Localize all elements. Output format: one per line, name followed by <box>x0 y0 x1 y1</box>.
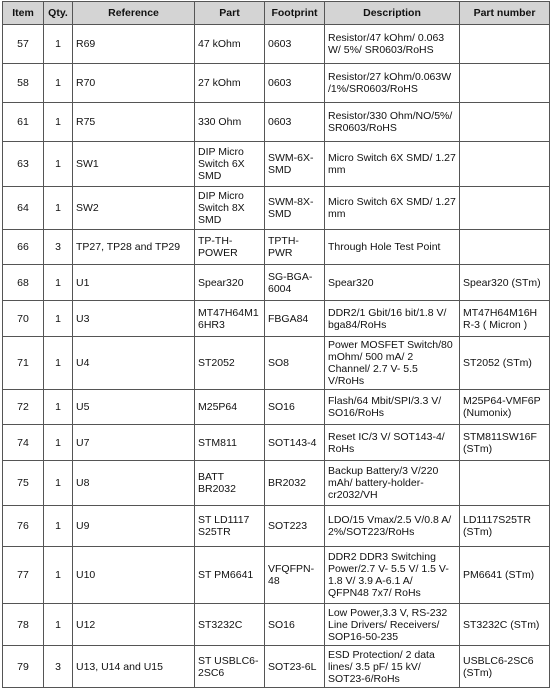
table-row <box>3 461 550 506</box>
cell-item: 75 <box>3 461 44 506</box>
cell-part: MT47H64M1 6HR3 <box>195 301 265 337</box>
cell-item: 70 <box>3 301 44 337</box>
cell-footprint: SO16 <box>265 604 325 646</box>
cell-footprint: 0603 <box>265 25 325 64</box>
cell-qty: 1 <box>44 337 73 390</box>
cell-part-number: LD1117S25TR (STm) <box>460 506 550 547</box>
cell-description: ESD Protection/ 2 data lines/ 3.5 pF/ 15 kV/ SOT23-6/RoHs <box>325 646 460 688</box>
cell-description: Power MOSFET Switch/80 mOhm/ 500 mA/ 2 Channel/ 2.7 V- 5.5 V/RoHs <box>325 337 460 390</box>
cell-description: Flash/64 Mbit/SPI/3.3 V/ SO16/RoHs <box>325 390 460 425</box>
cell-qty: 1 <box>44 301 73 337</box>
cell-footprint: SO8 <box>265 337 325 390</box>
table-row <box>3 425 550 461</box>
cell-item: 58 <box>3 64 44 103</box>
cell-reference: TP27, TP28 and TP29 <box>73 230 195 265</box>
cell-part-number: Spear320 (STm) <box>460 265 550 301</box>
cell-qty: 1 <box>44 64 73 103</box>
bom-table <box>2 1 550 688</box>
table-row <box>3 337 550 390</box>
cell-footprint: VFQFPN-48 <box>265 547 325 604</box>
cell-reference: U12 <box>73 604 195 646</box>
table-row <box>3 390 550 425</box>
table-row <box>3 230 550 265</box>
cell-description: Through Hole Test Point <box>325 230 460 265</box>
cell-part-number: ST3232C (STm) <box>460 604 550 646</box>
cell-item: 57 <box>3 25 44 64</box>
cell-description: Backup Battery/3 V/220 mAh/ battery-holder-cr2032/VH <box>325 461 460 506</box>
cell-description: DDR2/1 Gbit/16 bit/1.8 V/ bga84/RoHs <box>325 301 460 337</box>
cell-qty: 1 <box>44 187 73 230</box>
header-part: Part <box>195 2 265 25</box>
cell-item: 71 <box>3 337 44 390</box>
cell-reference: U10 <box>73 547 195 604</box>
cell-item: 74 <box>3 425 44 461</box>
cell-item: 77 <box>3 547 44 604</box>
cell-part: ST USBLC6-2SC6 <box>195 646 265 688</box>
cell-part-number <box>460 461 550 506</box>
header-description: Description <box>325 2 460 25</box>
cell-part: ST2052 <box>195 337 265 390</box>
cell-footprint: SOT223 <box>265 506 325 547</box>
cell-reference: R75 <box>73 103 195 142</box>
cell-part: ST3232C <box>195 604 265 646</box>
cell-part-number: PM6641 (STm) <box>460 547 550 604</box>
cell-part-number <box>460 230 550 265</box>
cell-qty: 1 <box>44 604 73 646</box>
cell-footprint: SO16 <box>265 390 325 425</box>
header-reference: Reference <box>73 2 195 25</box>
cell-part-number: M25P64-VMF6P (Numonix) <box>460 390 550 425</box>
cell-footprint: SWM-8X-SMD <box>265 187 325 230</box>
cell-part-number <box>460 142 550 187</box>
header-item: Item <box>3 2 44 25</box>
cell-part: ST LD1117 S25TR <box>195 506 265 547</box>
cell-reference: SW1 <box>73 142 195 187</box>
cell-description: Resistor/27 kOhm/0.063W /1%/SR0603/RoHS <box>325 64 460 103</box>
cell-footprint: BR2032 <box>265 461 325 506</box>
cell-reference: U3 <box>73 301 195 337</box>
cell-description: Low Power,3.3 V, RS-232 Line Drivers/ Receivers/ SOP16-50-235 <box>325 604 460 646</box>
table-row <box>3 547 550 604</box>
cell-item: 63 <box>3 142 44 187</box>
cell-item: 78 <box>3 604 44 646</box>
table-row <box>3 646 550 688</box>
cell-part-number: USBLC6-2SC6 (STm) <box>460 646 550 688</box>
cell-part-number: MT47H64M16H R-3 ( Micron ) <box>460 301 550 337</box>
cell-description: LDO/15 Vmax/2.5 V/0.8 A/ 2%/SOT223/RoHs <box>325 506 460 547</box>
cell-part: DIP Micro Switch 8X SMD <box>195 187 265 230</box>
cell-qty: 1 <box>44 547 73 604</box>
cell-description: DDR2 DDR3 Switching Power/2.7 V- 5.5 V/ 1.5 V- 1.8 V/ 3.9 A-6.1 A/ QFPN48 7x7/ RoHs <box>325 547 460 604</box>
cell-description: Reset IC/3 V/ SOT143-4/ RoHs <box>325 425 460 461</box>
cell-footprint: SOT143-4 <box>265 425 325 461</box>
cell-footprint: SOT23-6L <box>265 646 325 688</box>
cell-item: 79 <box>3 646 44 688</box>
cell-part-number <box>460 64 550 103</box>
table-row <box>3 506 550 547</box>
cell-footprint: FBGA84 <box>265 301 325 337</box>
cell-qty: 1 <box>44 390 73 425</box>
cell-part-number <box>460 25 550 64</box>
cell-footprint: 0603 <box>265 103 325 142</box>
cell-qty: 1 <box>44 142 73 187</box>
cell-description: Spear320 <box>325 265 460 301</box>
header-part-number: Part number <box>460 2 550 25</box>
cell-reference: R69 <box>73 25 195 64</box>
table-row <box>3 187 550 230</box>
cell-part-number: STM811SW16F (STm) <box>460 425 550 461</box>
cell-footprint: TPTH-PWR <box>265 230 325 265</box>
cell-reference: R70 <box>73 64 195 103</box>
cell-part: TP-TH-POWER <box>195 230 265 265</box>
cell-part: 27 kOhm <box>195 64 265 103</box>
cell-reference: U9 <box>73 506 195 547</box>
cell-part-number: ST2052 (STm) <box>460 337 550 390</box>
cell-qty: 1 <box>44 25 73 64</box>
cell-part: Spear320 <box>195 265 265 301</box>
cell-footprint: SG-BGA-6004 <box>265 265 325 301</box>
table-row <box>3 301 550 337</box>
table-row <box>3 604 550 646</box>
cell-reference: U1 <box>73 265 195 301</box>
cell-description: Micro Switch 6X SMD/ 1.27 mm <box>325 187 460 230</box>
cell-reference: U5 <box>73 390 195 425</box>
header-footprint: Footprint <box>265 2 325 25</box>
cell-description: Micro Switch 6X SMD/ 1.27 mm <box>325 142 460 187</box>
cell-reference: U13, U14 and U15 <box>73 646 195 688</box>
cell-reference: U4 <box>73 337 195 390</box>
cell-part: DIP Micro Switch 6X SMD <box>195 142 265 187</box>
table-row <box>3 265 550 301</box>
header-row <box>3 2 550 25</box>
cell-reference: U7 <box>73 425 195 461</box>
cell-item: 66 <box>3 230 44 265</box>
cell-qty: 1 <box>44 103 73 142</box>
cell-item: 61 <box>3 103 44 142</box>
cell-qty: 1 <box>44 461 73 506</box>
header-qty: Qty. <box>44 2 73 25</box>
cell-part: BATT BR2032 <box>195 461 265 506</box>
cell-item: 76 <box>3 506 44 547</box>
cell-qty: 1 <box>44 425 73 461</box>
table-row <box>3 64 550 103</box>
cell-footprint: 0603 <box>265 64 325 103</box>
cell-qty: 3 <box>44 230 73 265</box>
table-row <box>3 103 550 142</box>
cell-item: 72 <box>3 390 44 425</box>
cell-part: STM811 <box>195 425 265 461</box>
cell-part: 330 Ohm <box>195 103 265 142</box>
table-row <box>3 25 550 64</box>
cell-part: M25P64 <box>195 390 265 425</box>
cell-part: 47 kOhm <box>195 25 265 64</box>
cell-reference: U8 <box>73 461 195 506</box>
cell-part: ST PM6641 <box>195 547 265 604</box>
cell-item: 68 <box>3 265 44 301</box>
cell-item: 64 <box>3 187 44 230</box>
cell-description: Resistor/47 kOhm/ 0.063 W/ 5%/ SR0603/RoHS <box>325 25 460 64</box>
cell-footprint: SWM-6X-SMD <box>265 142 325 187</box>
cell-qty: 3 <box>44 646 73 688</box>
cell-description: Resistor/330 Ohm/NO/5%/ SR0603/RoHS <box>325 103 460 142</box>
cell-qty: 1 <box>44 265 73 301</box>
cell-reference: SW2 <box>73 187 195 230</box>
cell-qty: 1 <box>44 506 73 547</box>
cell-part-number <box>460 103 550 142</box>
table-row <box>3 142 550 187</box>
cell-part-number <box>460 187 550 230</box>
